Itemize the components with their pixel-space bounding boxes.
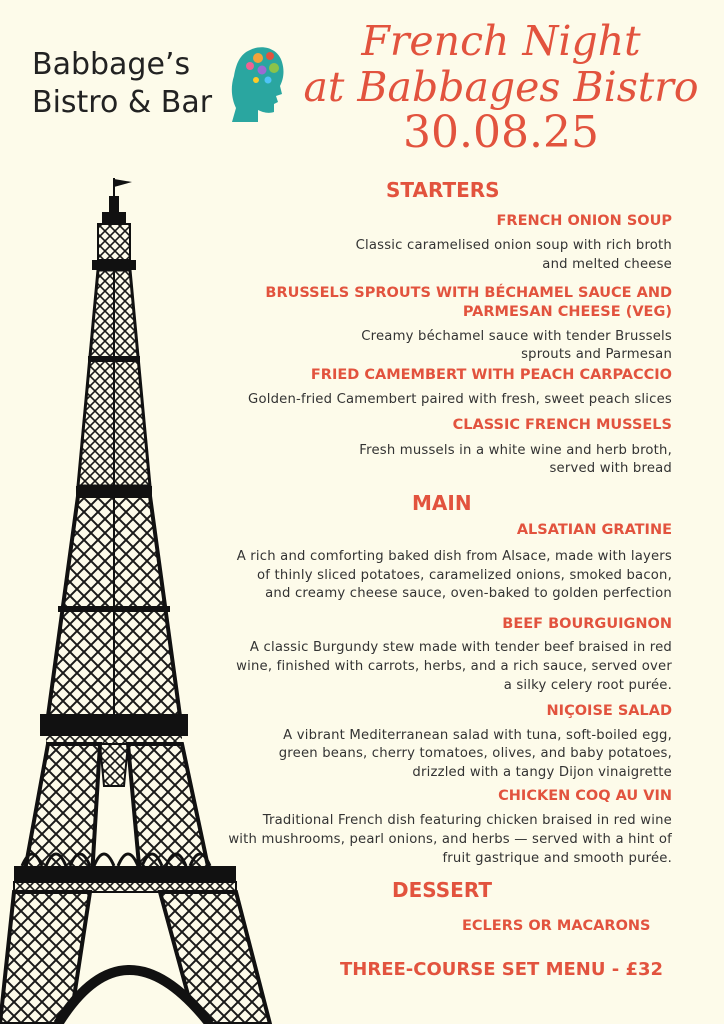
main-1-desc-1: A rich and comforting baked dish from Alsace, made with layers (236, 549, 672, 564)
starter-2-desc-2: sprouts and Parmesan (521, 347, 672, 362)
starter-3-desc-1: Golden-fried Camembert paired with fresh, sweet peach slices (248, 392, 672, 407)
main-1-desc-3: and creamy cheese sauce, oven-baked to golden perfection (265, 586, 672, 601)
starter-1-desc-1: Classic caramelised onion soup with rich broth (355, 238, 672, 253)
main-3-desc-1: A vibrant Mediterranean salad with tuna, soft-boiled egg, (283, 728, 672, 743)
main-4-desc-3: fruit gastrique and smooth purée. (442, 851, 672, 866)
main-4-name: CHICKEN COQ AU VIN (498, 788, 672, 804)
dessert-heading: DESSERT (392, 878, 492, 902)
starter-1-name: FRENCH ONION SOUP (496, 213, 672, 229)
starter-2-desc-1: Creamy béchamel sauce with tender Brussels (361, 329, 672, 344)
starter-2-name-1: BRUSSELS SPROUTS WITH BÉCHAMEL SAUCE AND (265, 285, 672, 301)
set-menu-price: THREE-COURSE SET MENU - £32 (340, 959, 664, 980)
eiffel-tower-illustration (0, 176, 290, 1024)
head-with-gears-icon (228, 42, 288, 128)
main-3-desc-3: drizzled with a tangy Dijon vinaigrette (412, 765, 672, 780)
logo-line-2: Bistro & Bar (32, 85, 213, 120)
dessert-item: ECLERS OR MACARONS (462, 918, 651, 934)
main-4-desc-1: Traditional French dish featuring chicken braised in red wine (262, 813, 672, 828)
main-2-name: BEEF BOURGUIGNON (502, 616, 672, 632)
title-line-1: French Night (361, 17, 641, 65)
starter-4-name: CLASSIC FRENCH MUSSELS (452, 417, 672, 433)
main-2-desc-1: A classic Burgundy stew made with tender beef braised in red (249, 640, 672, 655)
starters-heading: STARTERS (386, 178, 500, 202)
logo (32, 46, 212, 122)
main-2-desc-2: wine, finished with carrots, herbs, and a rich sauce, served over (236, 659, 672, 674)
starter-4-desc-1: Fresh mussels in a white wine and herb broth, (359, 443, 672, 458)
main-heading: MAIN (412, 491, 472, 515)
starter-2-name-2: PARMESAN CHEESE (VEG) (462, 304, 672, 320)
logo-line-1: Babbage’s (32, 47, 191, 82)
starter-1-desc-2: and melted cheese (542, 257, 672, 272)
main-1-desc-2: of thinly sliced potatoes, caramelized onions, smoked bacon, (257, 568, 672, 583)
title-line-2: at Babbages Bistro (303, 63, 699, 111)
event-title (290, 18, 712, 156)
main-1-name: ALSATIAN GRATINE (516, 522, 672, 538)
starter-4-desc-2: served with bread (549, 461, 672, 476)
main-3-desc-2: green beans, cherry tomatoes, olives, and baby potatoes, (278, 746, 672, 761)
main-2-desc-3: a silky celery root purée. (503, 678, 672, 693)
event-date: 30.08.25 (403, 107, 599, 158)
main-3-name: NIÇOISE SALAD (546, 703, 672, 719)
main-4-desc-2: with mushrooms, pearl onions, and herbs — served with a hint of (228, 832, 672, 847)
starter-3-name: FRIED CAMEMBERT WITH PEACH CARPACCIO (310, 367, 672, 383)
